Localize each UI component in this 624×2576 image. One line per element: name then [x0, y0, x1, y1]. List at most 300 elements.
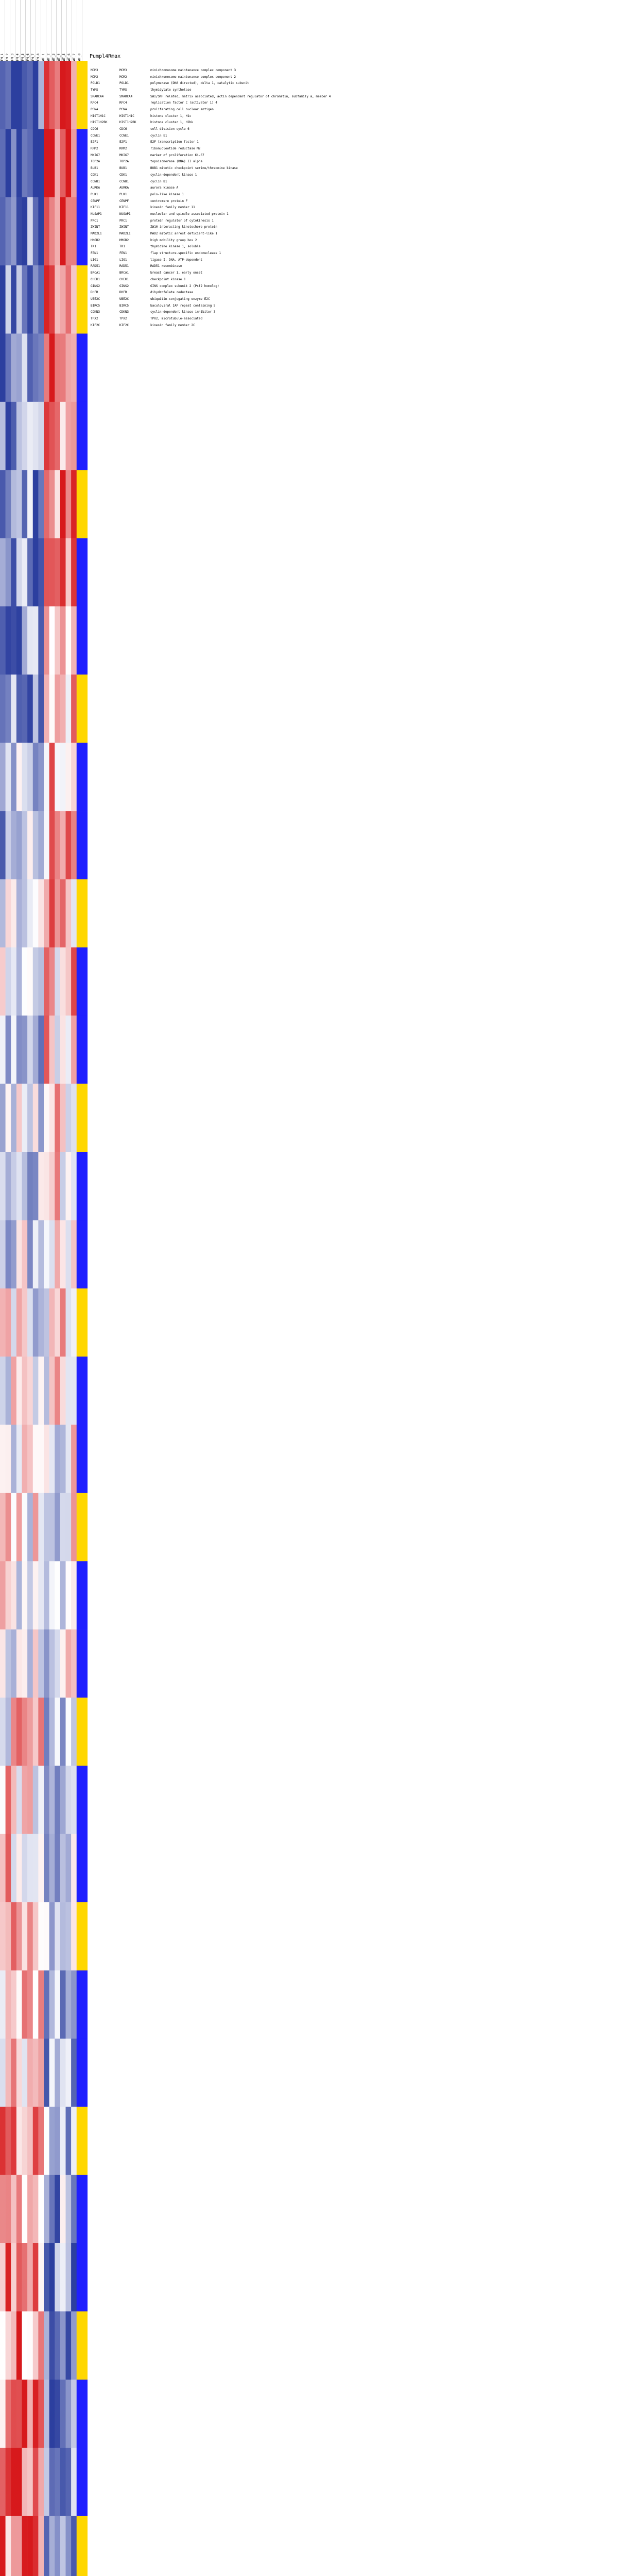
heatmap-cell: [11, 334, 16, 402]
heatmap-cell: [66, 402, 72, 470]
heatmap-cell: [44, 879, 49, 948]
heatmap-cell: [66, 538, 72, 607]
heatmap-cell: [22, 1766, 28, 1834]
heatmap-cell: [77, 1971, 82, 2039]
column-header: [46, 0, 51, 61]
column-header: [21, 0, 26, 61]
heatmap-cell: [27, 334, 33, 402]
heatmap-cell: [22, 1015, 28, 1084]
heatmap-cell: [6, 2175, 11, 2244]
column-header: [67, 0, 72, 61]
heatmap-cell: [71, 1152, 77, 1221]
heatmap-cell: [82, 1630, 88, 1698]
heatmap-cell: [44, 538, 49, 607]
heatmap-cell: [38, 947, 44, 1016]
heatmap-cell: [6, 1084, 11, 1153]
heatmap-cell: [0, 1289, 6, 1357]
row-sym: LIG1: [119, 258, 127, 262]
heatmap-cell: [38, 402, 44, 470]
heatmap-cell: [6, 470, 11, 538]
heatmap-cell: [49, 1493, 55, 1562]
heatmap-cell: [77, 879, 82, 948]
row-desc: cyclin-dependent kinase 1: [150, 173, 197, 177]
heatmap-cell: [55, 2039, 60, 2107]
row-desc: minichromosome maintenance complex component 2: [150, 75, 236, 79]
heatmap-cell: [77, 743, 82, 811]
row-id: TPX2: [91, 316, 98, 320]
heatmap-cell: [60, 538, 66, 607]
heatmap-cell: [6, 1766, 11, 1834]
heatmap-cell: [44, 1766, 49, 1834]
row-sym: MAD2L1: [119, 232, 131, 236]
heatmap-cell: [66, 470, 72, 538]
heatmap-cell: [11, 947, 16, 1016]
table-row: [91, 257, 621, 263]
heatmap-cell: [16, 265, 22, 334]
row-desc: polo-like kinase 1: [150, 192, 184, 196]
heatmap-cell: [77, 2380, 82, 2448]
heatmap-cell: [11, 1015, 16, 1084]
column-header: [57, 0, 62, 61]
heatmap-cell: [6, 2448, 11, 2516]
heatmap-cell: [22, 1834, 28, 1903]
heatmap-cell: [60, 129, 66, 197]
heatmap-cell: [27, 1561, 33, 1630]
heatmap-cell: [33, 265, 39, 334]
row-id: LIG1: [91, 258, 98, 262]
heatmap-cell: [33, 129, 39, 197]
heatmap-cell: [66, 947, 72, 1016]
heatmap-cell: [66, 2107, 72, 2175]
heatmap-cell: [77, 1425, 82, 1494]
heatmap-cell: [33, 2311, 39, 2380]
row-id: PRC1: [91, 218, 98, 223]
heatmap-cell: [33, 1425, 39, 1494]
table-row: [91, 276, 621, 283]
heatmap-cell: [71, 1630, 77, 1698]
heatmap-cell: [44, 2039, 49, 2107]
heatmap-cell: [60, 947, 66, 1016]
heatmap-cell: [0, 811, 6, 879]
heatmap-cell: [82, 197, 88, 266]
heatmap-cell: [16, 1493, 22, 1562]
row-annotation-list: [91, 67, 621, 329]
heatmap-cell: [0, 1630, 6, 1698]
row-desc: marker of proliferation Ki-67: [150, 153, 204, 157]
heatmap-cell: [16, 743, 22, 811]
heatmap-cell: [38, 811, 44, 879]
heatmap-cell: [66, 2448, 72, 2516]
heatmap-cell: [22, 129, 28, 197]
row-id: CDKN3: [91, 310, 100, 314]
heatmap-cell: [33, 2107, 39, 2175]
table-row: [91, 99, 621, 106]
heatmap-cell: [82, 1698, 88, 1766]
heatmap-cell: [44, 2107, 49, 2175]
heatmap-cell: [11, 1902, 16, 1971]
heatmap-cell: [6, 1902, 11, 1971]
row-sym: CDK1: [119, 173, 127, 177]
row-desc: SWI/SNF related, matrix associated, actin dependent regulator of chromatin, subfamily a, member 4: [150, 94, 331, 98]
heatmap-cell: [44, 1834, 49, 1903]
heatmap-cell: [16, 334, 22, 402]
heatmap-cell: [0, 606, 6, 675]
heatmap-cell: [22, 265, 28, 334]
heatmap-cell: [11, 2516, 16, 2576]
heatmap-cell: [16, 1289, 22, 1357]
heatmap-cell: [22, 2380, 28, 2448]
row-id: HIST1H1C: [91, 114, 106, 118]
heatmap-cell: [38, 606, 44, 675]
heatmap-cell: [49, 2039, 55, 2107]
heatmap-cell: [49, 2243, 55, 2312]
row-desc: kinesin family member 11: [150, 206, 195, 210]
heatmap-cell: [60, 470, 66, 538]
heatmap-cell: [0, 2516, 6, 2576]
table-row: [91, 93, 621, 100]
heatmap-cell: [77, 1220, 82, 1289]
row-id: CDC6: [91, 127, 98, 131]
heatmap-cell: [11, 61, 16, 129]
legend-title: Pumpl4Rmax: [90, 54, 121, 59]
heatmap-cell: [77, 1766, 82, 1834]
heatmap-cell: [82, 2107, 88, 2175]
heatmap-cell: [6, 1220, 11, 1289]
heatmap-cell: [71, 1834, 77, 1903]
heatmap-cell: [82, 1493, 88, 1562]
heatmap-cell: [66, 1834, 72, 1903]
heatmap-cell: [27, 1630, 33, 1698]
column-header: [77, 0, 82, 61]
heatmap-cell: [33, 2448, 39, 2516]
heatmap-cell: [71, 2380, 77, 2448]
heatmap-cell: [33, 1152, 39, 1221]
heatmap-cell: [82, 2380, 88, 2448]
heatmap-cell: [27, 1766, 33, 1834]
row-desc: aurora kinase A: [150, 186, 179, 190]
heatmap-cell: [60, 2243, 66, 2312]
heatmap-cell: [27, 61, 33, 129]
heatmap-cell: [66, 743, 72, 811]
heatmap-cell: [27, 1834, 33, 1903]
heatmap-cell: [49, 1220, 55, 1289]
heatmap-cell: [66, 1902, 72, 1971]
heatmap-cell: [6, 879, 11, 948]
row-sym: TYMS: [119, 88, 127, 92]
table-row: [91, 315, 621, 322]
heatmap-cell: [55, 1493, 60, 1562]
heatmap-cell: [6, 61, 11, 129]
heatmap-cell: [60, 1902, 66, 1971]
heatmap-cell: [16, 197, 22, 266]
heatmap-cell: [49, 402, 55, 470]
heatmap-cell: [49, 1289, 55, 1357]
column-header-label: FM_6: [26, 53, 30, 61]
heatmap-cell: [60, 1561, 66, 1630]
heatmap-cell: [38, 1971, 44, 2039]
column-header-label: WT_1: [41, 53, 45, 61]
heatmap-cell: [22, 61, 28, 129]
heatmap-cell: [38, 1289, 44, 1357]
row-desc: cyclin E1: [150, 133, 167, 138]
heatmap-cell: [71, 538, 77, 607]
heatmap-cell: [44, 811, 49, 879]
heatmap-cell: [60, 1084, 66, 1153]
heatmap-cell: [60, 1493, 66, 1562]
heatmap-cell: [22, 402, 28, 470]
heatmap-cell: [38, 1561, 44, 1630]
row-sym: PRC1: [119, 218, 127, 223]
heatmap-cell: [11, 2380, 16, 2448]
table-row: [91, 204, 621, 211]
heatmap-cell: [11, 1289, 16, 1357]
heatmap-cell: [66, 1630, 72, 1698]
heatmap-cell: [77, 2243, 82, 2312]
heatmap-cell: [66, 1152, 72, 1221]
heatmap-cell: [22, 811, 28, 879]
heatmap-cell: [16, 129, 22, 197]
heatmap-cell: [11, 674, 16, 743]
heatmap-cell: [55, 1766, 60, 1834]
heatmap-cell: [71, 1015, 77, 1084]
heatmap-cell: [77, 1834, 82, 1903]
heatmap-cell: [16, 1425, 22, 1494]
heatmap-cell: [55, 2175, 60, 2244]
heatmap-cell: [6, 197, 11, 266]
heatmap-cell: [55, 129, 60, 197]
heatmap-cell: [6, 606, 11, 675]
heatmap-cell: [49, 2311, 55, 2380]
heatmap-cell: [71, 1698, 77, 1766]
heatmap-cell: [66, 2516, 72, 2576]
column-header-label: FM_1: [0, 53, 4, 61]
row-id: CHEK1: [91, 277, 100, 281]
table-row: [91, 74, 621, 80]
heatmap-cell: [49, 197, 55, 266]
heatmap-cell: [71, 1493, 77, 1562]
heatmap-cell: [77, 402, 82, 470]
heatmap-cell: [0, 743, 6, 811]
row-desc: TPX2, microtubule-associated: [150, 316, 203, 320]
column-header: [31, 0, 36, 61]
column-header: [15, 0, 21, 61]
heatmap-cell: [27, 811, 33, 879]
heatmap-cell: [22, 879, 28, 948]
heatmap-cell: [38, 1220, 44, 1289]
row-sym: E2F1: [119, 140, 127, 144]
heatmap-cell: [60, 674, 66, 743]
heatmap-cell: [82, 1766, 88, 1834]
heatmap-cell: [0, 470, 6, 538]
heatmap-cell: [22, 1289, 28, 1357]
heatmap-cell: [60, 1834, 66, 1903]
heatmap-cell: [22, 606, 28, 675]
row-sym: CDC6: [119, 127, 127, 131]
row-id: PLK1: [91, 192, 98, 196]
heatmap-cell: [33, 1493, 39, 1562]
heatmap-cell: [71, 1766, 77, 1834]
heatmap-cell: [16, 1220, 22, 1289]
column-header-label: WT_7: [72, 53, 76, 61]
heatmap-cell: [77, 606, 82, 675]
heatmap-cell: [55, 811, 60, 879]
heatmap-cell: [11, 1971, 16, 2039]
heatmap-cell: [77, 1084, 82, 1153]
heatmap-cell: [77, 1357, 82, 1425]
table-row: [91, 145, 621, 152]
heatmap-cell: [38, 1357, 44, 1425]
heatmap-cell: [27, 538, 33, 607]
heatmap-cell: [27, 1425, 33, 1494]
heatmap-cell: [22, 1152, 28, 1221]
heatmap-cell: [38, 1630, 44, 1698]
heatmap-cell: [16, 1834, 22, 1903]
heatmap-cell: [11, 402, 16, 470]
heatmap-cell: [71, 1220, 77, 1289]
row-id: AURKA: [91, 186, 100, 190]
heatmap-cell: [82, 402, 88, 470]
heatmap-cell: [82, 2175, 88, 2244]
heatmap-cell: [38, 2516, 44, 2576]
row-sym: ZWINT: [119, 225, 129, 229]
heatmap-cell: [38, 197, 44, 266]
heatmap-cell: [38, 538, 44, 607]
column-header: [36, 0, 41, 61]
heatmap-cell: [44, 606, 49, 675]
heatmap-cell: [60, 2175, 66, 2244]
heatmap-cell: [44, 2243, 49, 2312]
column-header-label: FM_2: [5, 53, 9, 61]
row-id: E2F1: [91, 140, 98, 144]
heatmap-cell: [27, 2448, 33, 2516]
heatmap-cell: [6, 1698, 11, 1766]
heatmap-cell: [71, 2448, 77, 2516]
heatmap-cell: [27, 947, 33, 1016]
heatmap-cell: [82, 811, 88, 879]
heatmap-cell: [27, 470, 33, 538]
heatmap-cell: [16, 2380, 22, 2448]
row-desc: minichromosome maintenance complex component 3: [150, 68, 236, 72]
heatmap-cell: [27, 1084, 33, 1153]
heatmap-cell: [16, 879, 22, 948]
row-id: TYMS: [91, 88, 98, 92]
heatmap-cell: [11, 2311, 16, 2380]
heatmap-cell: [33, 1357, 39, 1425]
heatmap-cell: [11, 1561, 16, 1630]
heatmap-cell: [55, 1084, 60, 1153]
heatmap-cell: [49, 1971, 55, 2039]
table-row: [91, 152, 621, 159]
heatmap-cell: [0, 2039, 6, 2107]
heatmap-cell: [82, 1561, 88, 1630]
heatmap-cell: [66, 1698, 72, 1766]
heatmap-cell: [6, 1493, 11, 1562]
heatmap-cell: [27, 2516, 33, 2576]
heatmap-cell: [71, 2175, 77, 2244]
heatmap-cell: [66, 674, 72, 743]
heatmap-cell: [27, 2311, 33, 2380]
heatmap-cell: [11, 129, 16, 197]
heatmap-cell: [0, 1357, 6, 1425]
row-id: RRM2: [91, 147, 98, 151]
heatmap-cell: [60, 1289, 66, 1357]
heatmap-cell: [71, 811, 77, 879]
heatmap-cell: [33, 2243, 39, 2312]
heatmap-cell: [6, 334, 11, 402]
row-desc: E2F transcription factor 1: [150, 140, 199, 144]
heatmap-cell: [22, 1220, 28, 1289]
heatmap-cell: [60, 1766, 66, 1834]
heatmap-cell: [16, 1015, 22, 1084]
heatmap-cell: [60, 743, 66, 811]
heatmap-cell: [6, 2243, 11, 2312]
heatmap-cell: [33, 2175, 39, 2244]
row-desc: GINS complex subunit 2 (Psf2 homolog): [150, 284, 219, 288]
heatmap-cell: [49, 334, 55, 402]
heatmap-cell: [0, 402, 6, 470]
heatmap-cell: [66, 2311, 72, 2380]
heatmap-cell: [71, 61, 77, 129]
heatmap-cell: [49, 1015, 55, 1084]
heatmap-cell: [77, 470, 82, 538]
heatmap-cell: [38, 1084, 44, 1153]
heatmap-cell: [49, 2448, 55, 2516]
heatmap-cell: [71, 2039, 77, 2107]
heatmap-cell: [0, 2311, 6, 2380]
heatmap-cell: [6, 1357, 11, 1425]
heatmap-cell: [22, 2243, 28, 2312]
heatmap-cell: [82, 1902, 88, 1971]
heatmap-cell: [22, 947, 28, 1016]
heatmap-cell: [66, 879, 72, 948]
heatmap-cell: [0, 2448, 6, 2516]
row-desc: MAD2 mitotic arrest deficient-like 1: [150, 232, 218, 236]
heatmap-cell: [44, 1425, 49, 1494]
heatmap-cell: [0, 1902, 6, 1971]
heatmap-cell: [82, 1425, 88, 1494]
heatmap-cell: [55, 1357, 60, 1425]
heatmap-cell: [77, 1630, 82, 1698]
table-row: [91, 309, 621, 315]
heatmap-cell: [44, 1698, 49, 1766]
heatmap-cell: [11, 1834, 16, 1903]
heatmap-cell: [82, 334, 88, 402]
table-row: [91, 178, 621, 185]
heatmap-cell: [11, 2107, 16, 2175]
heatmap-cell: [55, 1561, 60, 1630]
heatmap-cell: [38, 129, 44, 197]
heatmap-cell: [22, 2448, 28, 2516]
row-id: HIST1H2BK: [91, 121, 108, 125]
heatmap-cell: [0, 2243, 6, 2312]
heatmap-cell: [49, 1357, 55, 1425]
heatmap-cell: [55, 606, 60, 675]
heatmap-cell: [27, 1015, 33, 1084]
heatmap-cell: [22, 538, 28, 607]
heatmap-cell: [66, 1425, 72, 1494]
heatmap-cell: [27, 265, 33, 334]
row-sym: HIST1H2BK: [119, 121, 136, 125]
heatmap-cell: [38, 674, 44, 743]
heatmap-cell: [44, 1630, 49, 1698]
row-sym: SMARCA4: [119, 94, 133, 98]
heatmap-cell: [71, 1425, 77, 1494]
heatmap-cell: [0, 197, 6, 266]
heatmap-cell: [6, 538, 11, 607]
heatmap-cell: [6, 2107, 11, 2175]
heatmap-cell: [27, 2107, 33, 2175]
heatmap-cell: [33, 402, 39, 470]
